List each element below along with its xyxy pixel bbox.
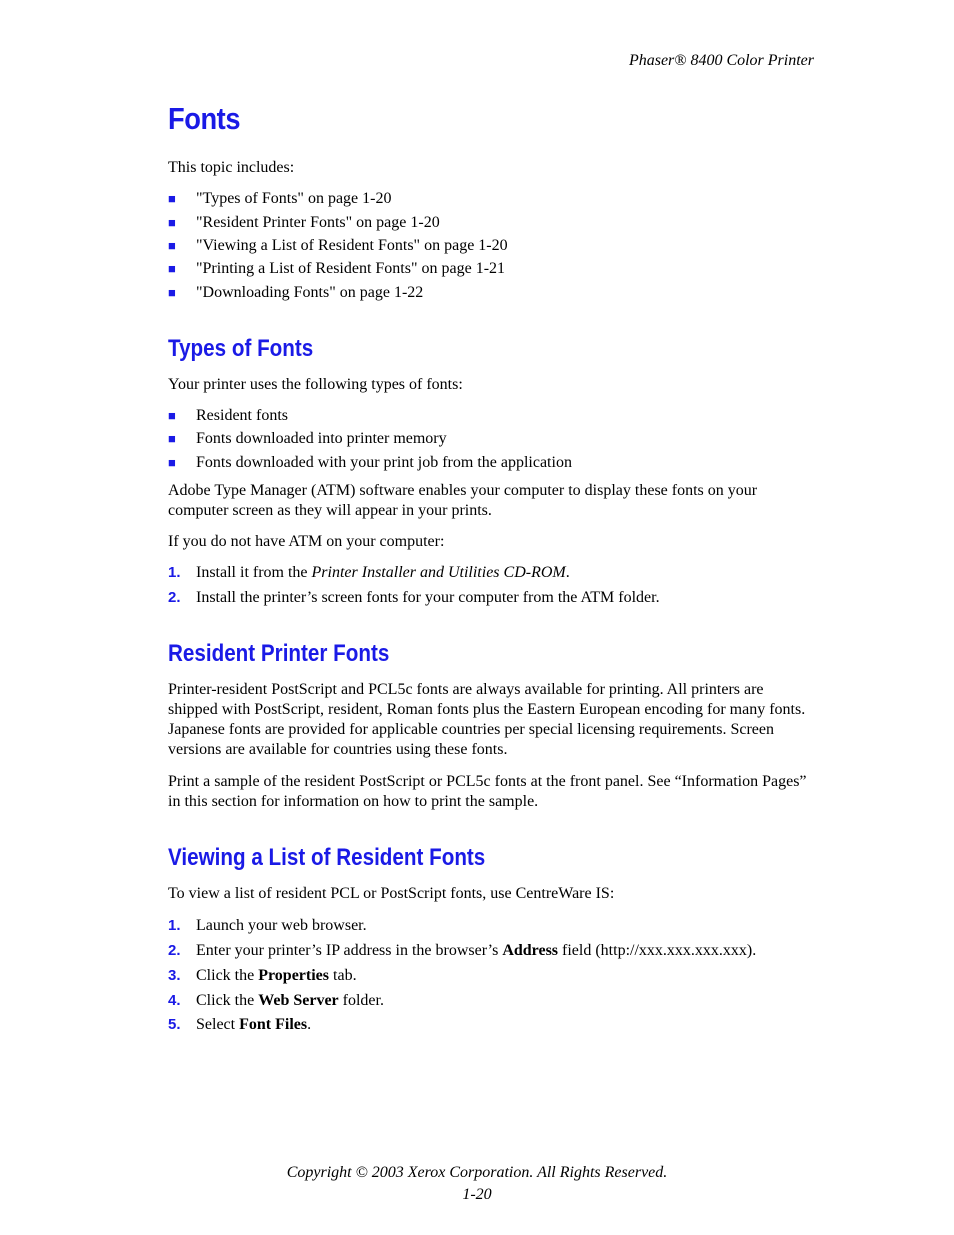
step-text-part: Click the [196, 967, 259, 984]
step-number: 3. [168, 967, 181, 984]
step-text-part: folder. [338, 992, 384, 1009]
topic-link-item[interactable]: "Printing a List of Resident Fonts" on page 1-21 [196, 260, 506, 277]
atm-paragraph: Adobe Type Manager (ATM) software enables your computer to display these fonts on your computer screen as they will appear in your prints. [168, 482, 758, 519]
topic-link-item[interactable]: "Resident Printer Fonts" on page 1-20 [196, 214, 440, 231]
ui-term: Address [502, 942, 559, 959]
step-text-part: Enter your printer’s IP address in the browser’s [196, 942, 503, 959]
square-bullet-icon: ■ [168, 455, 176, 470]
step-text-part: Select [196, 1016, 240, 1033]
step-text [196, 941, 756, 961]
step-number: 4. [168, 992, 181, 1009]
section-heading-types-of-fonts: Types of Fonts [168, 335, 314, 362]
step-number: 2. [168, 589, 181, 606]
step-number: 1. [168, 564, 181, 581]
step-text: Install the printer’s screen fonts for your computer from the ATM folder. [196, 589, 660, 606]
viewing-lead: To view a list of resident PCL or PostScript fonts, use CentreWare IS: [168, 885, 615, 902]
ui-term: Web Server [258, 992, 339, 1009]
list-item: Fonts downloaded with your print job from the application [196, 454, 572, 471]
ui-term: Font Files [239, 1016, 308, 1033]
step-text [196, 563, 570, 583]
list-item: Resident fonts [196, 407, 288, 424]
list-item: Fonts downloaded into printer memory [196, 430, 447, 447]
step-text-part: field (http://xxx.xxx.xxx.xxx). [558, 942, 757, 959]
square-bullet-icon: ■ [168, 191, 176, 206]
types-lead: Your printer uses the following types of fonts: [168, 376, 463, 393]
page-number: 1-20 [462, 1186, 492, 1203]
step-text [196, 966, 357, 986]
square-bullet-icon: ■ [168, 431, 176, 446]
resident-paragraph-2: Print a sample of the resident PostScript or PCL5c fonts at the front panel. See “Information Pages” in this section for information on how to print the sample. [168, 773, 807, 810]
no-atm-lead: If you do not have ATM on your computer: [168, 533, 445, 550]
step-text-part: Install it from the [196, 564, 312, 581]
step-text-part: Click the [196, 992, 259, 1009]
step-text [196, 916, 367, 936]
step-number: 5. [168, 1016, 181, 1033]
topic-link-item[interactable]: "Downloading Fonts" on page 1-22 [196, 284, 424, 301]
step-number: 1. [168, 917, 181, 934]
topic-link-item[interactable]: "Types of Fonts" on page 1-20 [196, 190, 392, 207]
step-text [196, 1015, 311, 1035]
step-text-part: tab. [329, 967, 357, 984]
step-text [196, 991, 384, 1011]
ui-term: Properties [258, 967, 330, 984]
square-bullet-icon: ■ [168, 215, 176, 230]
intro-lead: This topic includes: [168, 159, 295, 176]
copyright-footer: Copyright © 2003 Xerox Corporation. All Rights Reserved. [286, 1164, 668, 1181]
square-bullet-icon: ■ [168, 408, 176, 423]
square-bullet-icon: ■ [168, 261, 176, 276]
square-bullet-icon: ■ [168, 238, 176, 253]
topic-link-item[interactable]: "Viewing a List of Resident Fonts" on page 1-20 [196, 237, 508, 254]
step-text-part: Launch your web browser. [196, 917, 367, 934]
step-text-part: . [565, 564, 570, 581]
cd-rom-name: Printer Installer and Utilities CD-ROM [311, 564, 566, 581]
section-heading-viewing-resident-fonts: Viewing a List of Resident Fonts [168, 844, 486, 871]
page-title: Fonts [168, 101, 241, 136]
section-heading-resident-printer-fonts: Resident Printer Fonts [168, 640, 390, 667]
running-header: Phaser® 8400 Color Printer [628, 52, 814, 69]
step-number: 2. [168, 942, 181, 959]
step-text-part: . [307, 1016, 312, 1033]
resident-paragraph-1: Printer-resident PostScript and PCL5c fonts are always available for printing. All printers are shipped with PostScript, resident, Roman fonts plus the Eastern European encoding for many fonts. Japanese fonts are provided for applicable countries per special licensing requirements. Screen versions are available for countries using these fonts. [168, 681, 806, 758]
square-bullet-icon: ■ [168, 285, 176, 300]
